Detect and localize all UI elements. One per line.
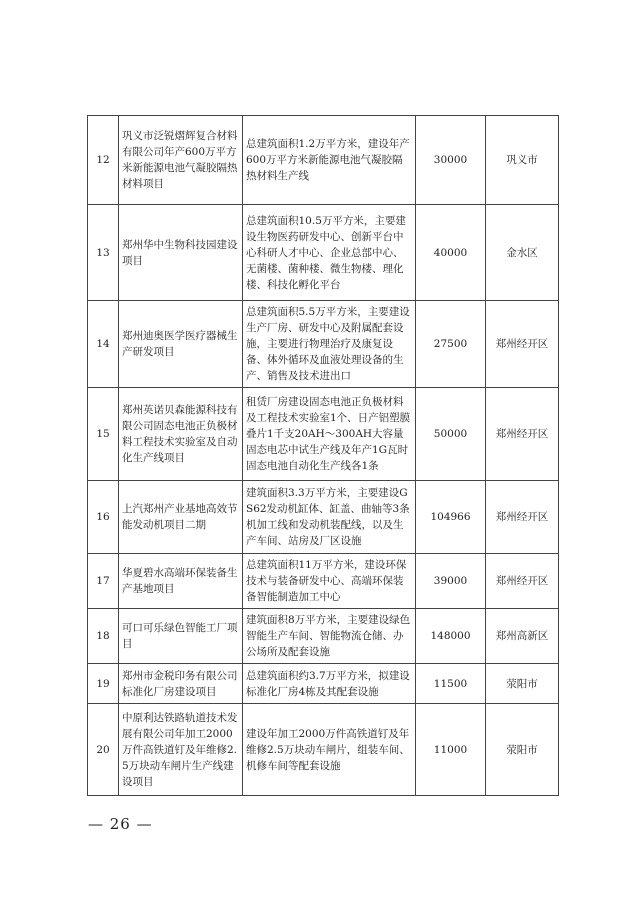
table-row — [88, 481, 559, 554]
construction-content: 总建筑面积约3.7万平方米，拟建设标准化厂房4栋及其配套设施 — [243, 664, 416, 704]
page-number: — 26 — — [88, 815, 153, 833]
project-location: 郑州高新区 — [486, 609, 559, 664]
investment-amount: 40000 — [416, 205, 486, 301]
project-location: 郑州经开区 — [486, 481, 559, 554]
table-row — [88, 554, 559, 609]
row-number: 15 — [88, 388, 119, 481]
project-name: 巩义市泛锐熠辉复合材料有限公司年产600万平方米新能源电池气凝胶隔热材料项目 — [119, 116, 243, 205]
construction-content: 总建筑面积1.2万平方米，建设年产600万平方米新能源电池气凝胶隔热材料生产线 — [243, 116, 416, 205]
project-name: 可口可乐绿色智能工厂项目 — [119, 609, 243, 664]
project-location: 金水区 — [486, 205, 559, 301]
row-number: 12 — [88, 116, 119, 205]
row-number: 17 — [88, 554, 119, 609]
project-name: 中原利达铁路轨道技术发展有限公司年加工2000万件高铁道钉及年维修2.5万块动车闸片生产线建设项目 — [119, 704, 243, 796]
construction-content: 建设年加工2000万件高铁道钉及年维修2.5万块动车闸片，组装车间、机修车间等配套设施 — [243, 704, 416, 796]
row-number: 16 — [88, 481, 119, 554]
investment-amount: 11500 — [416, 664, 486, 704]
row-number: 19 — [88, 664, 119, 704]
investment-amount: 30000 — [416, 116, 486, 205]
investment-amount: 39000 — [416, 554, 486, 609]
construction-content: 建筑面积3.3万平方米，主要建设GS62发动机缸体、缸盖、曲轴等3条机加工线和发动机装配线，以及生产车间、站房及厂区设施 — [243, 481, 416, 554]
project-name: 上汽郑州产业基地高效节能发动机项目二期 — [119, 481, 243, 554]
investment-amount: 104966 — [416, 481, 486, 554]
project-table — [87, 115, 559, 796]
construction-content: 总建筑面积11万平方米，建设环保技术与装备研发中心、高端环保装备智能制造加工中心 — [243, 554, 416, 609]
investment-amount: 148000 — [416, 609, 486, 664]
project-location: 郑州经开区 — [486, 301, 559, 388]
table-row — [88, 301, 559, 388]
table-row — [88, 664, 559, 704]
construction-content: 租赁厂房建设固态电池正负极材料及工程技术实验室1个、日产铝塑膜叠片1千支20AH～300AH大容量固态电芯中试生产线及年产1G瓦时固态电池自动化生产线各1条 — [243, 388, 416, 481]
row-number: 14 — [88, 301, 119, 388]
investment-amount: 11000 — [416, 704, 486, 796]
table-row — [88, 609, 559, 664]
table-row — [88, 205, 559, 301]
construction-content: 总建筑面积10.5万平方米，主要建设生物医药研发中心、创新平台中心科研人才中心、企业总部中心、无菌楼、菌种楼、微生物楼、理化楼、科技化孵化平台 — [243, 205, 416, 301]
project-location: 荥阳市 — [486, 664, 559, 704]
table-row — [88, 388, 559, 481]
project-name: 郑州市金税印务有限公司标准化厂房建设项目 — [119, 664, 243, 704]
row-number: 13 — [88, 205, 119, 301]
project-name: 华夏碧水高端环保装备生产基地项目 — [119, 554, 243, 609]
project-location: 郑州经开区 — [486, 554, 559, 609]
row-number: 20 — [88, 704, 119, 796]
construction-content: 总建筑面积5.5万平方米，主要建设生产厂房、研发中心及附属配套设施，主要进行物理治疗及康复设备、体外循环及血液处理设备的生产、销售及技术进出口 — [243, 301, 416, 388]
table-row — [88, 704, 559, 796]
project-name: 郑州英诺贝森能源科技有限公司固态电池正负极材料工程技术实验室及自动化生产线项目 — [119, 388, 243, 481]
row-number: 18 — [88, 609, 119, 664]
project-name: 郑州华中生物科技园建设项目 — [119, 205, 243, 301]
project-location: 荥阳市 — [486, 704, 559, 796]
investment-amount: 27500 — [416, 301, 486, 388]
table-row — [88, 116, 559, 205]
investment-amount: 50000 — [416, 388, 486, 481]
project-location: 郑州经开区 — [486, 388, 559, 481]
project-name: 郑州迪奥医学医疗器械生产研发项目 — [119, 301, 243, 388]
construction-content: 建筑面积8万平方米，主要建设绿色智能生产车间、智能物流仓储、办公场所及配套设施 — [243, 609, 416, 664]
project-location: 巩义市 — [486, 116, 559, 205]
